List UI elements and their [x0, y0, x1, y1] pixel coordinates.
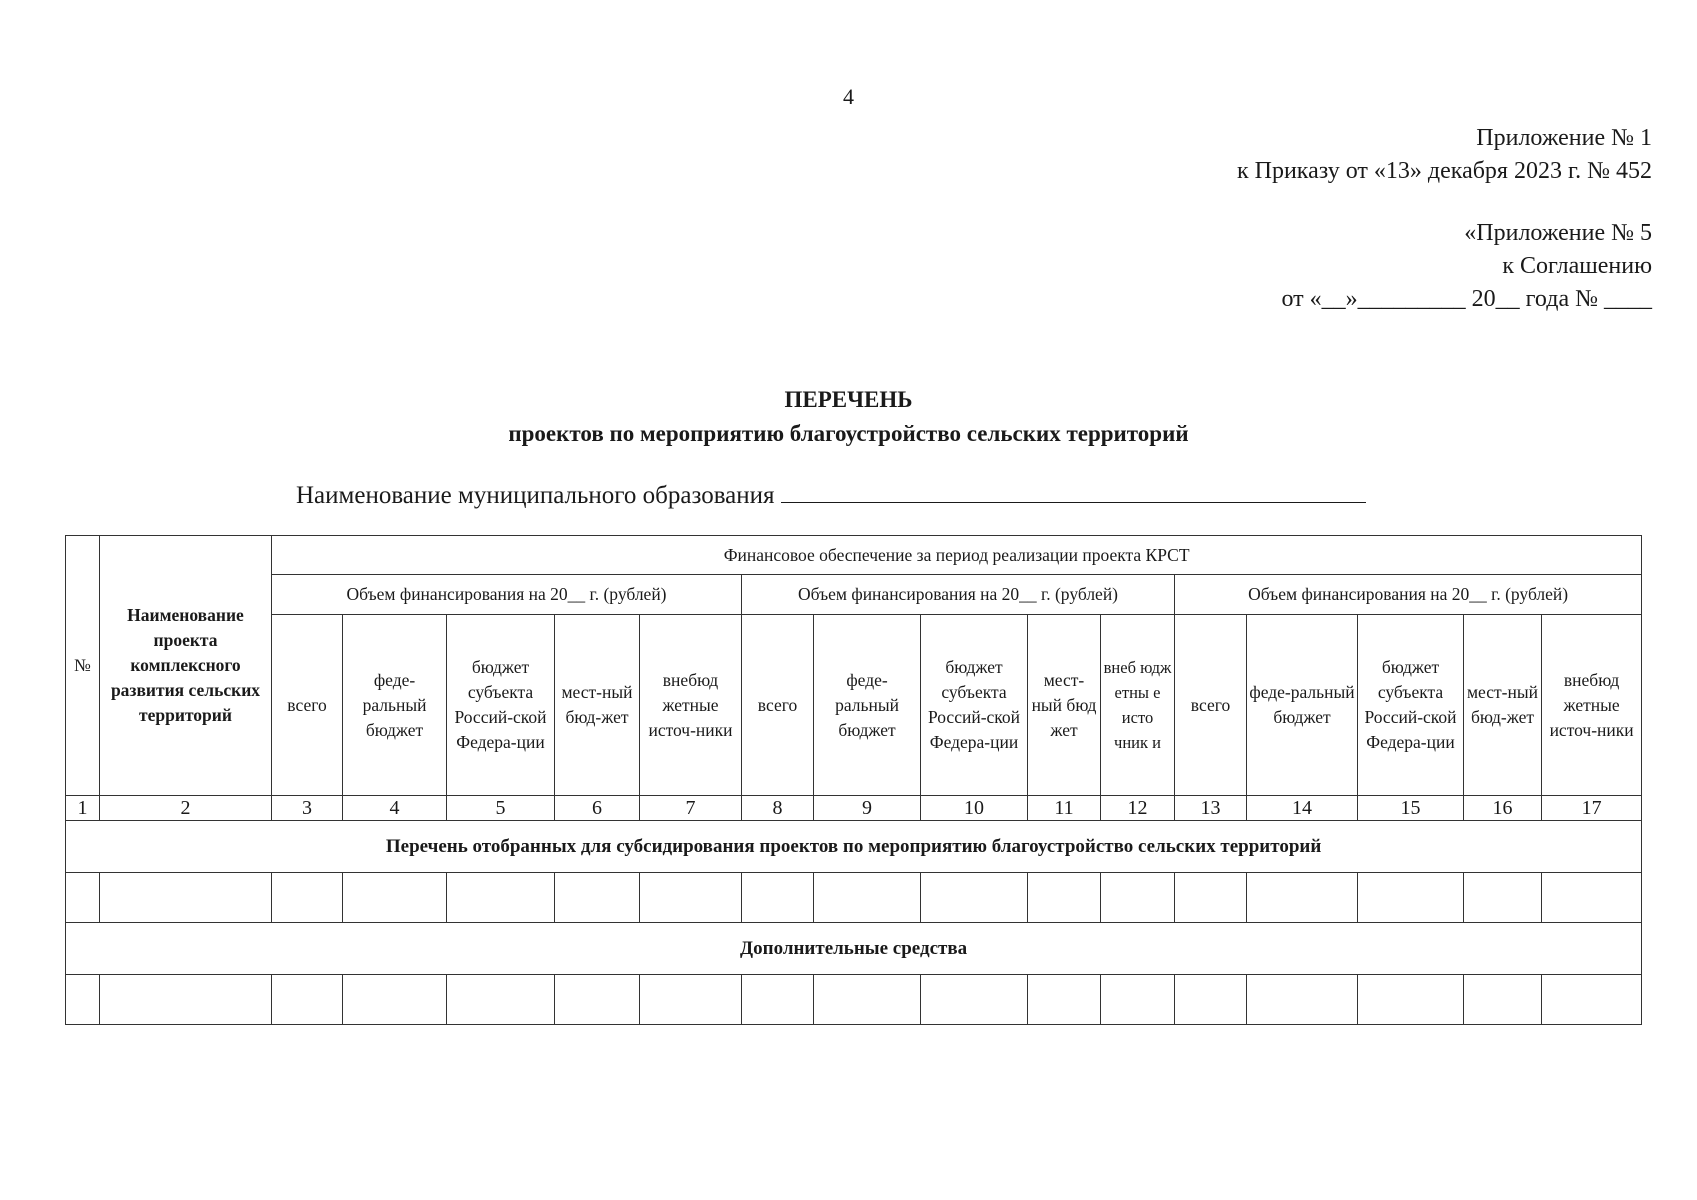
column-number: 12	[1101, 796, 1175, 821]
agreement-reference	[1282, 217, 1653, 316]
page-number: 4	[843, 84, 854, 109]
table-cell	[272, 975, 343, 1025]
municipality-label: Наименование муниципального образования	[296, 482, 775, 509]
header-financing: Финансовое обеспечение за период реализации проекта КРСТ	[272, 536, 1642, 575]
table-cell	[1101, 873, 1175, 923]
column-number: 17	[1542, 796, 1642, 821]
column-number: 16	[1464, 796, 1542, 821]
document-title	[0, 383, 1697, 451]
table-cell	[1028, 975, 1101, 1025]
table-cell	[555, 873, 640, 923]
section-selected-projects: Перечень отобранных для субсидирования проектов по мероприятию благоустройство сельских территорий	[66, 821, 1642, 873]
table-cell	[1101, 975, 1175, 1025]
table-row	[66, 873, 1642, 923]
header-project-name: Наименование проекта комплексного развития сельских территорий	[100, 536, 272, 796]
header-volume-1: Объем финансирования на 20__ г. (рублей)	[272, 575, 742, 615]
table-cell	[100, 873, 272, 923]
table-cell	[1542, 873, 1642, 923]
table-cell	[1175, 975, 1247, 1025]
table-cell	[742, 873, 814, 923]
table-cell	[742, 975, 814, 1025]
header-regional-budget: бюджет субъекта Россий-ской Федера-ции	[1358, 615, 1464, 796]
table-cell	[1175, 873, 1247, 923]
table-cell	[555, 975, 640, 1025]
header-regional-budget: бюджет субъекта Россий-ской Федера-ции	[921, 615, 1028, 796]
title-subtitle: проектов по мероприятию благоустройство сельских территорий	[508, 421, 1189, 446]
header-extrabudgetary: внебюд жетные источ-ники	[1542, 615, 1642, 796]
header-federal-budget: феде-ральный бюджет	[343, 615, 447, 796]
column-number: 8	[742, 796, 814, 821]
section-additional-funds: Дополнительные средства	[66, 923, 1642, 975]
table-cell	[921, 873, 1028, 923]
header-regional-budget: бюджет субъекта Россий-ской Федера-ции	[447, 615, 555, 796]
table-cell	[1247, 975, 1358, 1025]
table-cell	[343, 975, 447, 1025]
table-cell	[272, 873, 343, 923]
table-row	[66, 975, 1642, 1025]
projects-table	[65, 535, 1642, 1025]
table-cell	[447, 975, 555, 1025]
header-extrabudgetary: внеб юдж етны е исто чник и	[1101, 615, 1175, 796]
header-federal-budget: феде-ральный бюджет	[814, 615, 921, 796]
column-number: 3	[272, 796, 343, 821]
header-local-budget: мест-ный бюд-жет	[1464, 615, 1542, 796]
municipality-field	[296, 480, 1366, 510]
header-extrabudgetary: внебюд жетные источ-ники	[640, 615, 742, 796]
column-number: 15	[1358, 796, 1464, 821]
column-number: 9	[814, 796, 921, 821]
header-volume-3: Объем финансирования на 20__ г. (рублей)	[1175, 575, 1642, 615]
table-cell	[640, 873, 742, 923]
table-cell	[343, 873, 447, 923]
agreement-line-2: к Соглашению	[1502, 253, 1652, 279]
header-local-budget: мест-ный бюд жет	[1028, 615, 1101, 796]
agreement-line-3: от «__»_________ 20__ года № ____	[1281, 286, 1652, 312]
table-cell	[66, 873, 100, 923]
header-federal-budget: феде-ральный бюджет	[1247, 615, 1358, 796]
appendix-reference	[1237, 122, 1652, 188]
header-no: №	[66, 536, 100, 796]
table-cell	[1358, 975, 1464, 1025]
appendix-line-1: Приложение № 1	[1476, 125, 1652, 151]
table-cell	[100, 975, 272, 1025]
table-cell	[1358, 873, 1464, 923]
column-number: 13	[1175, 796, 1247, 821]
table-cell	[1464, 873, 1542, 923]
table-cell	[66, 975, 100, 1025]
column-number: 4	[343, 796, 447, 821]
column-number: 7	[640, 796, 742, 821]
header-total: всего	[742, 615, 814, 796]
title-main: ПЕРЕЧЕНЬ	[784, 387, 913, 412]
agreement-line-1: «Приложение № 5	[1464, 220, 1652, 246]
column-number: 14	[1247, 796, 1358, 821]
appendix-line-2: к Приказу от «13» декабря 2023 г. № 452	[1236, 158, 1652, 184]
table-cell	[921, 975, 1028, 1025]
column-number: 1	[66, 796, 100, 821]
table-cell	[1542, 975, 1642, 1025]
table-cell	[1028, 873, 1101, 923]
table-cell	[1464, 975, 1542, 1025]
header-total: всего	[1175, 615, 1247, 796]
column-number: 5	[447, 796, 555, 821]
header-local-budget: мест-ный бюд-жет	[555, 615, 640, 796]
column-number: 11	[1028, 796, 1101, 821]
table-cell	[1247, 873, 1358, 923]
table-cell	[814, 975, 921, 1025]
table-cell	[814, 873, 921, 923]
table-cell	[640, 975, 742, 1025]
municipality-blank-line	[781, 480, 1366, 503]
header-volume-2: Объем финансирования на 20__ г. (рублей)	[742, 575, 1175, 615]
column-number: 6	[555, 796, 640, 821]
header-total: всего	[272, 615, 343, 796]
column-number: 2	[100, 796, 272, 821]
column-number: 10	[921, 796, 1028, 821]
table-cell	[447, 873, 555, 923]
